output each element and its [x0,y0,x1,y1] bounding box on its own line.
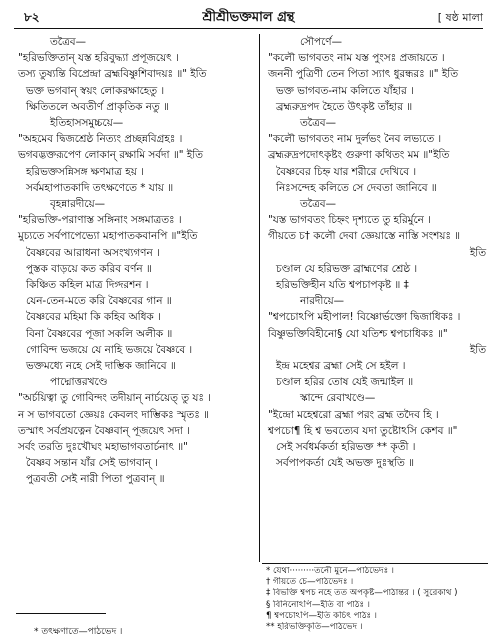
text-line: যেন-তেন-মতে করি বৈষ্ণবের গান ॥ [26,295,172,308]
text-line: তত্রৈব— [50,36,86,48]
footnote-line: † গীয়তে চে—পাঠভেদঃ । [266,577,354,588]
page-number: ৮২ [24,10,40,24]
text-line: হরিভক্তসন্নিসঙ্গ ক্ষণমাত্র হয় । [26,165,144,178]
text-line: তত্রৈব— [300,117,336,130]
text-line: নারদীয়ে— [300,295,345,308]
text-line: বৈষ্ণবের চিহ্ন যার শরীরে দেখিবে । [276,165,417,178]
text-line: ভক্তমধ্যে নহে সেই দাম্ভিক জানিবে ॥ [26,360,176,373]
footnote-rule [262,563,488,564]
text-line: "ইন্দ্রো মহেশ্বরো ব্রহ্মা পরং ব্রহ্ম তদৈব হি । [268,408,439,421]
text-line: "অহমেব দ্বিজশ্রেষ্ঠ নিত্যং প্রচ্ছন্নবিগ্রহঃ । [18,133,183,146]
text-line: গীয়তে চ† কলৌ দেবা জ্ঞেয়াস্তে নাস্তি সংশয়ঃ ॥ [268,230,461,243]
text-line: ভক্ত ভগবান্ স্বয়ং লোকরক্ষাহেতু । [26,84,165,97]
text-line: "কলৌ ভাগবতং নাম যস্ত পুংসঃ প্রজায়তে । [268,52,445,65]
footnote-line: ** হরিভক্তিকৃতি—পাঠভেদ । [266,622,363,633]
text-line: বিনা বৈষ্ণবের পূজা সকলি অলীক ॥ [26,327,173,340]
text-line: সর্বপাপকর্তা যেই অভক্ত দুঃস্থতি ॥ [276,457,415,470]
footnote-rule-left [16,613,106,614]
text-line: নিঃসন্দেহ কলিতে সে দেবতা জানিবে ॥ [276,181,437,194]
text-line: বৈষ্ণবের মহিমা কি কহিব অধিক । [26,311,161,324]
chapter-label: [ ষষ্ঠ মালা [437,11,483,24]
footnote-line: ¶ শ্বপচোঽপি—ইতি কচিৎ পাঠঃ । [266,610,377,621]
text-line: বৃহন্নারদীয়ে— [50,198,106,211]
page-header [14,6,483,29]
running-title: শ্রীশ্রীভক্তমাল গ্রন্থ [202,10,295,25]
text-line: স্কান্দে রেবাখণ্ডে— [300,392,376,405]
text-line: "অর্চয়িত্বা তু গোবিন্দং তদীয়ান্ নার্চয়েত্ তু যঃ । [18,392,211,405]
footnote-left: * তৎক্ষণাতে—পাঠভেদ । [34,627,123,637]
text-line: সৌপর্ণে— [300,36,342,48]
text-line: মুচ্যতে সর্বপাপেভ্যো মহাপাতকবানপি ॥"ইতি [18,230,198,243]
text-line: তস্য তুষ্যন্তি বিপ্রেন্দ্রা ব্রহ্মবিষ্ণুশিবাদয়ঃ ॥" ইতি [18,68,207,81]
column-divider [259,34,260,562]
text-line: বিষ্ণুভক্তিবিহীনো§ যো যতিশ্চ শ্বপচাধিকঃ ॥" [268,327,448,340]
text-line: ক্ষিতিতলে অবতীর্ণ প্রাকৃতিক নতু ॥ [26,100,169,113]
footnote-line: ‡ বিভক্তি শ্বপচ নহে তত অপকৃষ্ট—পাঠান্তর । ( সুরেকাথ ) [266,588,458,599]
text-line: তস্মাৎ সর্বপ্রযত্নেন বৈষ্ণবান্ পূজয়েৎ সদা । [18,424,190,437]
text-line: "শ্বপচোঽপি মহীপাল! বিষ্ণোর্ভক্তো দ্বিজাধিকঃ । [268,311,461,324]
text-line: গোবিন্দ ভজয়ে যে নাহি ভজয়ে বৈষ্ণবে । [26,343,193,356]
text-line: সর্বং তরতি দুঃখৌঘং মহাভাগবতার্চনাৎ ॥" [18,441,188,454]
text-line: ব্রহ্মরুদ্রপদ হৈতে উৎকৃষ্ট তাঁহার ॥ [276,100,413,113]
text-line: ভগবদ্ভক্তরূপেণ লোকান্ রক্ষামি সর্বদা ॥" ইতি [18,149,203,162]
text-line: ইতি [469,343,486,356]
text-line: পাদ্মোত্তরখণ্ডে [50,376,108,389]
right-column [266,34,490,471]
footnotes-right [266,566,458,633]
text-line: ইতি [469,246,486,259]
text-line: "হরিভক্তিতান্ যস্ত হরিবুদ্ধ্যা প্রপূজয়েৎ । [18,52,179,65]
footnote-line: § বিনিনোঽপি—ইতি বা পাঠঃ । [266,599,370,610]
text-line: তত্রৈব— [300,198,336,211]
text-line: "যস্ত ভাগবতং চিহ্নং দৃশ্যতে তু হরির্মুনে । [268,214,431,227]
text-line: বৈষ্ণব সন্তান যাঁর সেই ভাগবান্ । [26,457,159,470]
text-line: চণ্ডাল হরির তোষ যেই জন্মাইল ॥ [276,376,414,389]
text-line: পুস্তক বাড়য়ে কত করিব বর্ণন ॥ [26,262,152,275]
text-line: ন স ভাগবতো জ্ঞেয়ঃ কেবলং দাম্ভিকঃ স্মৃতঃ ॥ [18,408,209,421]
text-line: শ্বপচো¶ হি শ্ব ভবত্যেব যদা তুষ্টোঽসি কেশব ॥" [268,424,458,437]
footnote-line: * যেথা·········তনৌ মুনে—পাঠভেদঃ । [266,566,394,576]
text-line: সর্বমহাপাতকাদি তৎক্ষণেতে * যায় ॥ [26,181,174,194]
text-line: ইন্দ্র মহেশ্বর ব্রহ্মা সেই সে হইল । [276,360,406,373]
text-line: ভক্ত ভাগবত-নাম কলিতে যাঁহার । [276,84,414,97]
text-line: বৈষ্ণবের আরাধনা অসংখ্যগণন । [26,246,160,259]
text-line: জননী পুত্রিণী তেন পিতা স্যাৎ ধুরন্ধরঃ ॥" ইতি [268,68,459,81]
text-line: ইতিহাসসমুচ্চয়ে— [50,117,124,130]
text-line: "কলৌ ভাগবতং নাম দুর্লভং নৈব লভ্যতে । [268,133,442,146]
text-line: চণ্ডাল যে হরিভক্ত ব্রাহ্মণের শ্রেষ্ঠ । [276,262,418,275]
text-line: হরিভক্তিহীন যতি শ্বপচাপকৃষ্ট ॥ ‡ [276,279,409,292]
left-column [16,34,254,488]
text-line: কিঞ্চিত কহিল মাত্র দিগ্দরশন । [26,279,149,292]
text-line: ব্রহ্মরুদ্রপদোৎকৃষ্টং গুরুণা কথিতং মম ॥"ইতি [268,149,450,162]
text-line: পুত্রবতী সেই নারী পিতা পুত্রবান্ ॥ [26,473,165,486]
text-line: "হরিভক্তি-পরাণাস্ত সঙ্গিনাং সঙ্গমাত্রতঃ । [18,214,182,227]
text-line: সেই সর্বধর্মকর্তা হরিভক্ত ** কৃতী । [276,441,416,454]
